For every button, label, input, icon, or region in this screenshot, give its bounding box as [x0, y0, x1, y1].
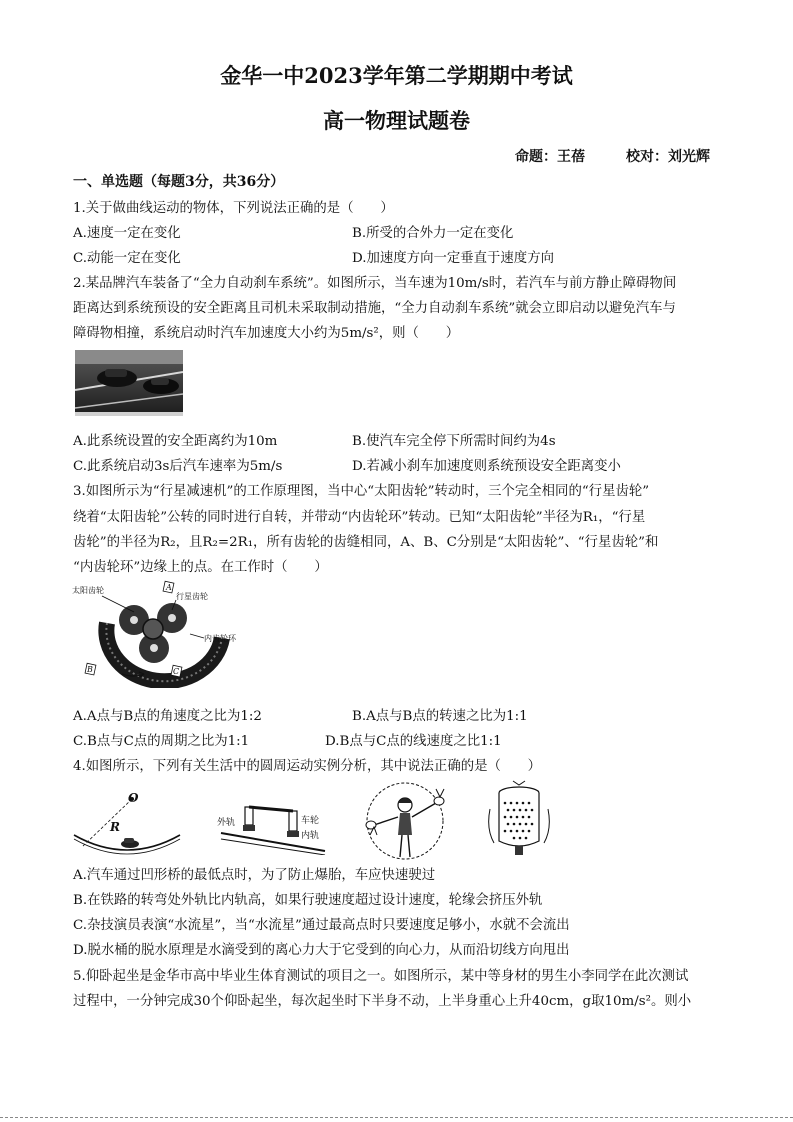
page-bottom-rule — [0, 1117, 793, 1118]
planetary-gear-figure — [72, 578, 247, 688]
q1-option-c: C.动能一定在变化 — [73, 251, 181, 266]
q1-option-a: A.速度一定在变化 — [73, 226, 181, 241]
q1-option-b: B.所受的合外力一定在变化 — [352, 226, 514, 241]
q2-line-1: 2.某品牌汽车装备了“全力自动刹车系统”。如图所示，当车速为10m/s时，若汽车与前方静止障碍物间 — [73, 276, 677, 291]
q2-option-c: C.此系统启动3s后汽车速率为5m/s — [73, 459, 283, 474]
railway-curve-figure — [215, 793, 330, 855]
q3-option-b: B.A点与B点的转速之比为1:1 — [352, 709, 528, 724]
label-sun-gear: 太阳齿轮 — [72, 586, 104, 595]
q1-stem: 1.关于做曲线运动的物体，下列说法正确的是（ ） — [73, 201, 394, 216]
label-inner-rail: 内轨 — [301, 831, 320, 841]
label-wheel: 车轮 — [301, 816, 320, 826]
q5-line-2: 过程中，一分钟完成30个仰卧起坐，每次起坐时下半身不动，上半身重心上升40cm，g取10m/s²。则小 — [73, 994, 692, 1009]
spin-dryer-figure — [486, 779, 552, 861]
q3-line-2: 绕着“太阳齿轮”公转的同时进行自转，并带动“内齿轮环”转动。已知“太阳齿轮”半径为R₁，“行星 — [73, 510, 646, 525]
q3-line-4: “内齿轮环”边缘上的点。在工作时（ ） — [73, 560, 328, 575]
q4-option-d: D.脱水桶的脱水原理是水滴受到的离心力大于它受到的向心力，从而沿切线方向甩出 — [73, 943, 570, 958]
label-planet-gear: 行星齿轮 — [176, 592, 208, 601]
q4-option-b: B.在铁路的转弯处外轨比内轨高，如果行驶速度超过设计速度，轮缘会挤压外轨 — [73, 893, 543, 908]
q5-line-1: 5.仰卧起坐是金华市高中毕业生体育测试的项目之一。如图所示，某中等身材的男生小李同学在此次测试 — [73, 969, 689, 984]
section-heading: 一、单选题（每题3分，共36分） — [73, 174, 285, 190]
q4-option-a: A.汽车通过凹形桥的最低点时，为了防止爆胎，车应快速驶过 — [73, 868, 436, 883]
label-center-o: O — [128, 791, 139, 805]
label-outer-rail: 外轨 — [217, 818, 236, 828]
q3-line-1: 3.如图所示为“行星减速机”的工作原理图，当中心“太阳齿轮”转动时，三个完全相同的“行星齿轮” — [73, 484, 650, 499]
exam-subtitle: 高一物理试题卷 — [323, 108, 470, 133]
label-point-c: C — [173, 667, 180, 676]
q3-option-c: C.B点与C点的周期之比为1:1 — [73, 734, 250, 749]
q2-line-3: 障碍物相撞，系统启动时汽车加速度大小约为5m/s²，则（ ） — [73, 326, 460, 341]
q3-option-a: A.A点与B点的角速度之比为1:2 — [73, 709, 262, 724]
label-ring-gear: 内齿轮环 — [204, 634, 236, 643]
concave-bridge-figure — [72, 785, 182, 855]
q2-line-2: 距离达到系统预设的安全距离且司机未采取制动措施，“全力自动刹车系统”就会立即启动以避免汽车与 — [73, 301, 676, 316]
author-credit: 命题：王蓓 — [515, 149, 585, 165]
q1-option-d: D.加速度方向一定垂直于速度方向 — [352, 251, 554, 266]
q2-option-a: A.此系统设置的安全距离约为10m — [73, 434, 278, 449]
q3-line-3: 齿轮”的半径为R₂，且R₂=2R₁，所有齿轮的齿缝相同，A、B、C分别是“太阳齿轮”、“行星齿轮”和 — [73, 535, 659, 550]
label-point-a: A — [166, 583, 172, 592]
proofreader-credit: 校对：刘光辉 — [626, 149, 710, 165]
q2-option-b: B.使汽车完全停下所需时间约为4s — [352, 434, 556, 449]
q3-option-d: D.B点与C点的线速度之比1:1 — [325, 734, 502, 749]
car-photo-figure — [75, 350, 183, 416]
q4-option-c: C.杂技演员表演“水流星”，当“水流星”通过最高点时只要速度足够小，水就不会流出 — [73, 918, 570, 933]
label-point-b: B — [87, 665, 93, 674]
q4-stem: 4.如图所示，下列有关生活中的圆周运动实例分析，其中说法正确的是（ ） — [73, 759, 542, 774]
exam-title: 金华一中2023学年第二学期期中考试 — [220, 63, 573, 88]
q2-option-d: D.若减小刹车加速度则系统预设安全距离变小 — [352, 459, 621, 474]
label-radius-r: R — [110, 820, 120, 834]
water-meteor-figure — [362, 779, 448, 863]
